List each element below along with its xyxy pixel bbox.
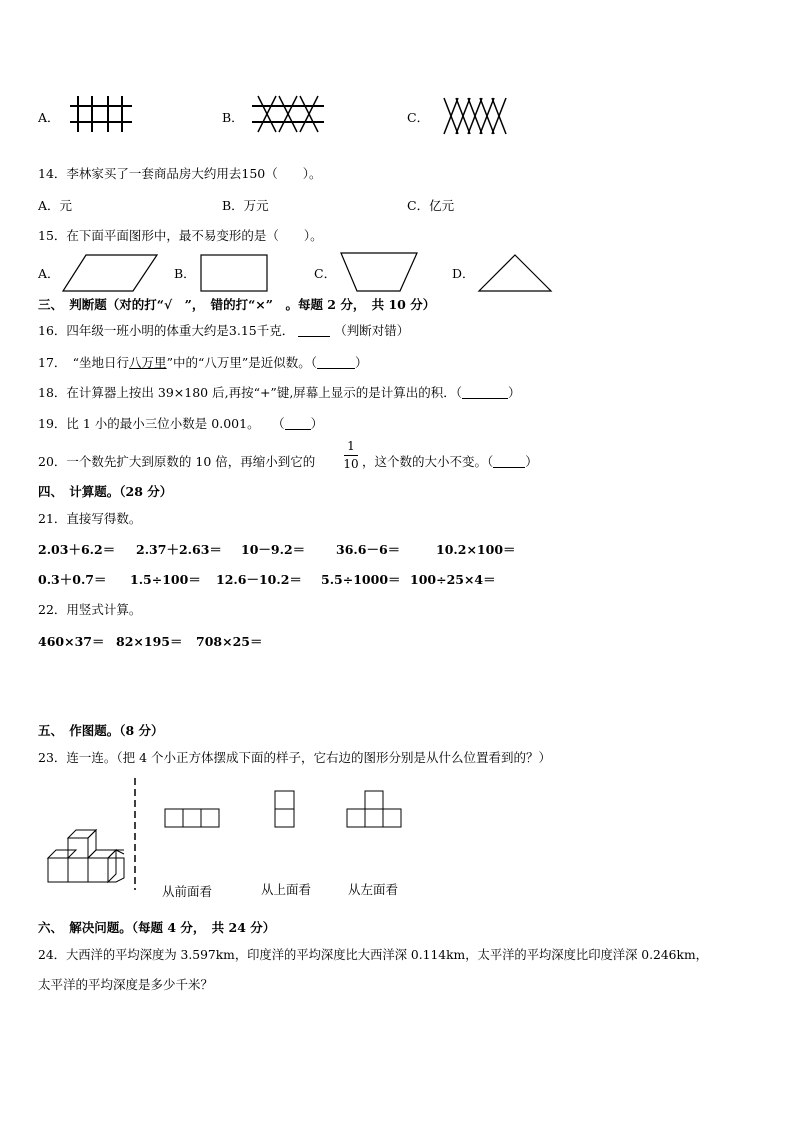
q14-option-b: B．万元 — [222, 198, 269, 213]
q18-close: ） — [508, 385, 521, 400]
q22-item-1: 460×37＝ — [38, 634, 105, 649]
q20-rest — [362, 454, 538, 470]
q18-answer-blank[interactable] — [462, 386, 508, 399]
q15-rectangle-shape — [200, 254, 268, 292]
q22-item-3: 708×25＝ — [196, 634, 263, 649]
q17-close: ） — [354, 355, 368, 370]
q14-option-a: A．元 — [38, 198, 73, 213]
q15-trapezoid-shape — [340, 252, 418, 292]
q20-answer-blank[interactable] — [493, 455, 525, 468]
q21-row1-item-2: 2.37＋2.63＝ — [136, 542, 222, 557]
q23-cube-stack-figure — [44, 826, 126, 886]
q17 — [38, 355, 368, 371]
section-3-heading: 三、 判断题（对的打“√ ”， 错的打“×” 。每题 2 分， 共 10 分） — [38, 297, 436, 312]
q21-row1-item-1: 2.03＋6.2＝ — [38, 542, 116, 557]
q23-divider-dashed-line — [133, 778, 137, 890]
q21-row2-item-2: 1.5÷100＝ — [130, 572, 201, 587]
q15-option-d-label: D． — [452, 266, 475, 281]
q19-answer-blank[interactable] — [285, 417, 311, 430]
q16 — [38, 323, 409, 339]
q20-close: ） — [525, 454, 538, 469]
q13-option-b-label: B． — [222, 110, 244, 125]
q15-option-c-label: C． — [314, 266, 337, 281]
section-5-heading: 五、 作图题。（8 分） — [38, 723, 164, 738]
q19-close: ） — [310, 416, 324, 431]
q17-pre: 17． “坐地日行 — [38, 355, 130, 370]
q19 — [38, 416, 323, 432]
q16-text: 16．四年级一班小明的体重大约是3.15千克． — [38, 323, 295, 338]
q15-parallelogram-shape — [62, 254, 158, 292]
q20-pre: 20．一个数先扩大到原数的 10 倍，再缩小到它的 — [38, 454, 316, 469]
q13-option-c-label: C． — [407, 110, 430, 125]
q21-row2-item-4: 5.5÷1000＝ — [321, 572, 401, 587]
q20-fraction — [342, 440, 360, 471]
q17-answer-blank[interactable] — [317, 356, 355, 369]
q21-row1-item-3: 10－9.2＝ — [241, 542, 306, 557]
q13-option-a-label: A． — [38, 110, 60, 125]
q23-view-three-in-row — [164, 808, 222, 828]
q18 — [38, 385, 521, 401]
q14-option-c: C．亿元 — [407, 198, 455, 213]
q15-triangle-shape — [478, 254, 552, 292]
q15-stem: 15．在下面平面图形中，最不易变形的是（ ）。 — [38, 228, 323, 243]
q22-item-2: 82×195＝ — [116, 634, 183, 649]
q23-label-top: 从上面看 — [261, 882, 312, 897]
q24-line-2: 太平洋的平均深度是多少千米？ — [38, 977, 214, 992]
q20-post: ，这个数的大小不变。（ — [362, 454, 494, 469]
q23-view-t-shape — [346, 790, 404, 828]
section-6-heading: 六、 解决问题。（每题 4 分， 共 24 分） — [38, 920, 276, 935]
q23-stem: 23．连一连。（把 4 个小正方体摆成下面的样子，它右边的图形分别是从什么位置看到的？） — [38, 750, 552, 765]
q13-figure-a — [70, 96, 132, 132]
q18-text: 18．在计算器上按出 39×180 后,再按“+”键,屏幕上显示的是计算出的积．（ — [38, 385, 463, 400]
q16-answer-blank[interactable] — [298, 324, 330, 337]
q13-figure-c — [444, 98, 506, 134]
q20-fraction-numerator: 1 — [347, 439, 355, 453]
q24-line-1: 24．大西洋的平均深度为 3.597km，印度洋的平均深度比大西洋深 0.114km，太平洋的平均深度比印度洋深 0.246km， — [38, 948, 708, 962]
q21-stem: 21．直接写得数。 — [38, 511, 142, 526]
section-4-heading: 四、 计算题。（28 分） — [38, 484, 173, 499]
q20-fraction-denominator: 10 — [343, 457, 359, 471]
q21-row1-item-4: 36.6－6＝ — [336, 542, 401, 557]
q17-post: ”中的“八万里”是近似数。（ — [166, 355, 317, 370]
q21-row2-item-5: 100÷25×4＝ — [410, 572, 496, 587]
q23-label-front: 从前面看 — [162, 884, 213, 899]
q17-underlined-phrase: 八万里 — [129, 355, 167, 370]
q13-figure-b — [252, 96, 324, 132]
q16-tail: （判断对错） — [334, 323, 410, 338]
q15-option-b-label: B． — [174, 266, 196, 281]
q20-fraction-bar — [344, 455, 358, 456]
q21-row2-item-1: 0.3＋0.7＝ — [38, 572, 107, 587]
q15-option-a-label: A． — [38, 266, 60, 281]
q22-stem: 22．用竖式计算。 — [38, 602, 142, 617]
q19-text: 19．比 1 小的最小三位小数是 0.001。 （ — [38, 416, 285, 431]
q21-row2-item-3: 12.6－10.2＝ — [216, 572, 302, 587]
q21-row1-item-5: 10.2×100＝ — [436, 542, 516, 557]
q23-label-left: 从左面看 — [348, 882, 399, 897]
q14-stem: 14．李林家买了一套商品房大约用去150（ ）。 — [38, 166, 322, 181]
q23-view-two-stacked — [274, 790, 296, 828]
